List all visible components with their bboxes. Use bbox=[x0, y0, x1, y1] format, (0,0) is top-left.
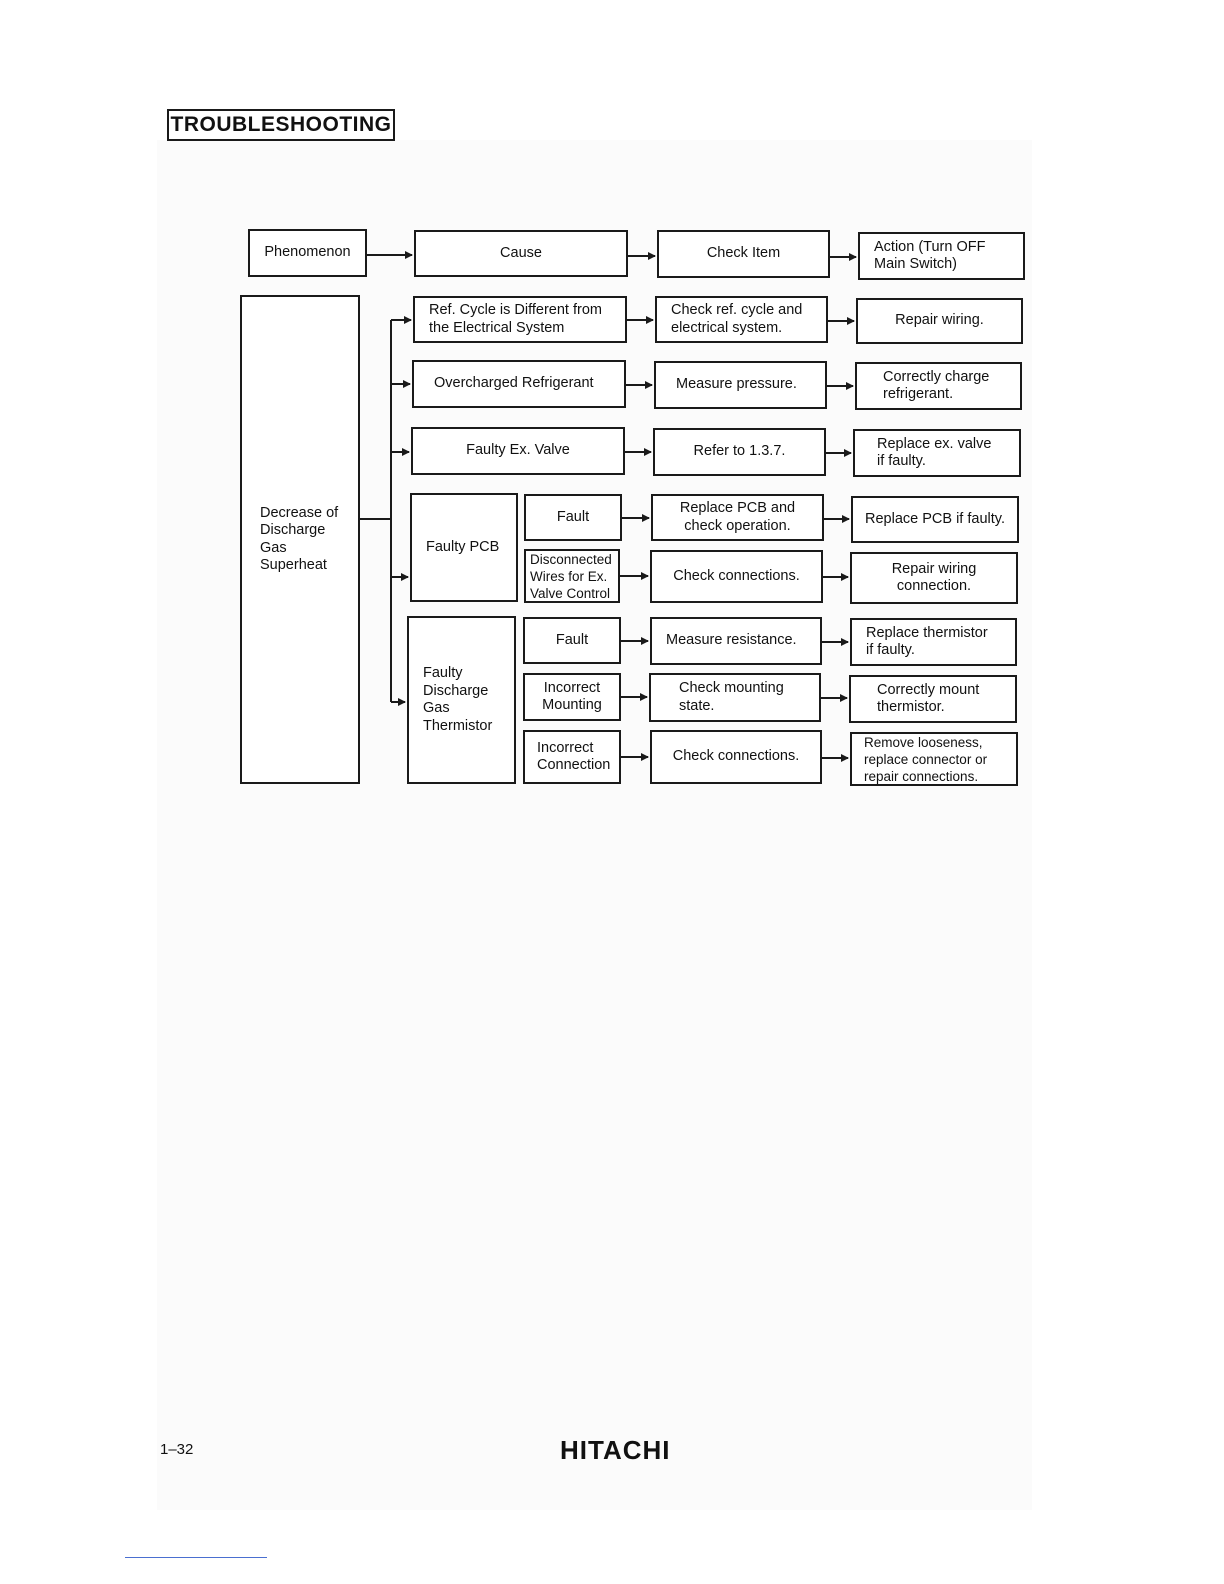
action-replace-valve: Replace ex. valve if faulty. bbox=[853, 429, 1021, 477]
brand-logo: HITACHI bbox=[560, 1435, 671, 1465]
check-measure-pressure: Measure pressure. bbox=[654, 361, 827, 409]
action-charge-refrigerant: Correctly charge refrigerant. bbox=[855, 362, 1022, 410]
check-replace-pcb: Replace PCB and check operation. bbox=[651, 494, 824, 541]
cause-ex-valve: Faulty Ex. Valve bbox=[411, 427, 625, 475]
check-measure-resistance: Measure resistance. bbox=[650, 617, 822, 665]
page-number: 1–32 bbox=[160, 1441, 194, 1458]
header-action: Action (Turn OFF Main Switch) bbox=[858, 232, 1025, 280]
cause-ref-cycle: Ref. Cycle is Different from the Electrical System bbox=[413, 296, 627, 343]
action-replace-thermistor: Replace thermistor if faulty. bbox=[850, 618, 1017, 666]
action-mount-thermistor: Correctly mount thermistor. bbox=[849, 675, 1017, 723]
header-phenomenon: Phenomenon bbox=[248, 229, 367, 277]
check-mounting-state: Check mounting state. bbox=[649, 673, 821, 722]
cause-overcharged: Overcharged Refrigerant bbox=[412, 360, 626, 408]
sub-cause-incorrect-mounting: Incorrect Mounting bbox=[523, 673, 621, 721]
action-remove-looseness: Remove looseness, replace connector or repair connections. bbox=[850, 732, 1018, 786]
header-cause: Cause bbox=[414, 230, 628, 277]
sub-cause-incorrect-connection: Incorrect Connection bbox=[523, 730, 621, 784]
cause-faulty-pcb: Faulty PCB bbox=[410, 493, 518, 602]
phenomenon-box: Decrease of Discharge Gas Superheat bbox=[240, 295, 360, 784]
section-title: TROUBLESHOOTING bbox=[167, 109, 395, 141]
check-connections-thermistor: Check connections. bbox=[650, 730, 822, 784]
sub-cause-pcb-fault: Fault bbox=[524, 494, 622, 541]
cause-faulty-thermistor: Faulty Discharge Gas Thermistor bbox=[407, 616, 516, 784]
sub-cause-disconnected-wires: Disconnected Wires for Ex. Valve Control bbox=[524, 549, 620, 603]
check-connections-pcb: Check connections. bbox=[650, 550, 823, 603]
header-check-item: Check Item bbox=[657, 230, 830, 278]
action-repair-wiring: Repair wiring. bbox=[856, 298, 1023, 344]
check-ref-cycle: Check ref. cycle and electrical system. bbox=[655, 296, 828, 343]
action-repair-wiring-connection: Repair wiring connection. bbox=[850, 552, 1018, 604]
check-refer: Refer to 1.3.7. bbox=[653, 428, 826, 476]
footer-rule bbox=[125, 1557, 267, 1558]
action-replace-pcb: Replace PCB if faulty. bbox=[851, 496, 1019, 543]
sub-cause-thermistor-fault: Fault bbox=[523, 617, 621, 664]
